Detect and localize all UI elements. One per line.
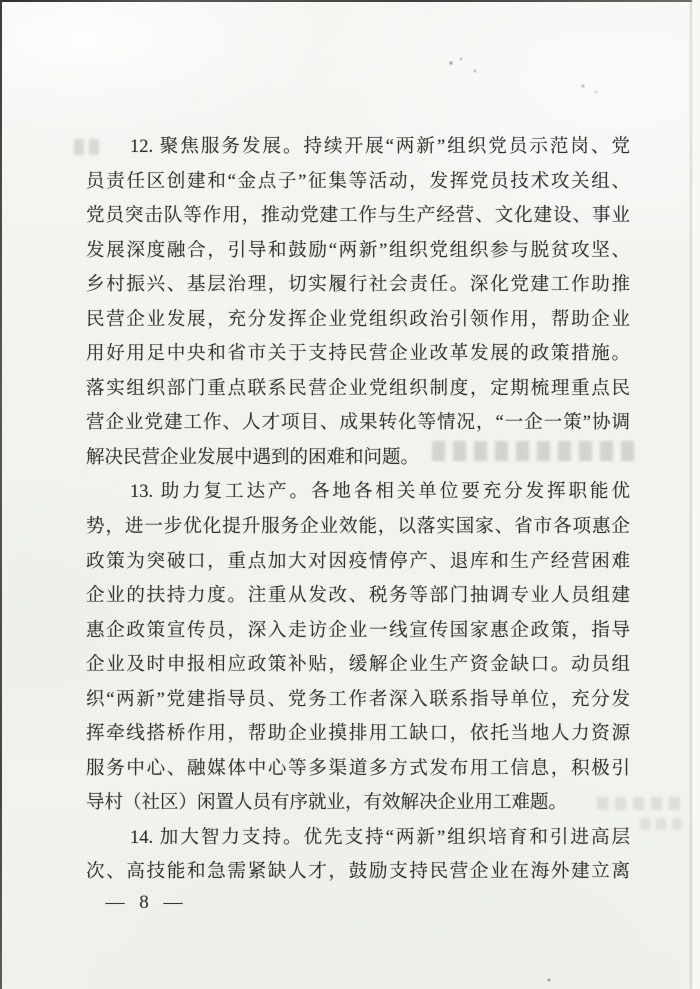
text-line: 乡村振兴、基层治理，切实履行社会责任。深化党建工作助推 — [86, 275, 630, 296]
scan-edge-right-strip — [692, 0, 700, 989]
text-line: 员责任区创建和“金点子”征集等活动，发挥党员技术攻关组、 — [86, 171, 630, 192]
scan-speck — [578, 80, 604, 98]
scan-edge-right-shadow — [690, 0, 692, 989]
paragraph-13 — [86, 475, 630, 820]
text-line: 企业的扶持力度。注重从发改、税务等部门抽调专业人员组建 — [86, 586, 630, 607]
paragraph-14 — [86, 821, 630, 890]
scan-speck — [545, 976, 555, 986]
text-line: 服务中心、融媒体中心等多渠道多方式发布用工信息，积极引 — [86, 758, 630, 779]
text-line: 14. 加大智力支持。优先支持“两新”组织培育和引进高层 — [130, 827, 630, 848]
text-line: 惠企政策宣传员，深入走访企业一线宣传国家惠企政策，指导 — [86, 620, 630, 641]
text-line: 13. 助力复工达产。各地各相关单位要充分发挥职能优 — [130, 482, 630, 503]
text-line: 营企业党建工作、人才项目、成果转化等情况，“一企一策”协调 — [86, 413, 630, 434]
text-line: 企业及时申报相应政策补贴，缓解企业生产资金缺口。动员组 — [86, 655, 630, 676]
text-line: 政策为突破口，重点加大对因疫情停产、退库和生产经营困难 — [86, 551, 630, 572]
bleedthrough-artifact — [640, 818, 686, 830]
text-line: 民营企业发展，充分发挥企业党组织政治引领作用，帮助企业 — [86, 309, 630, 330]
scan-speck — [445, 55, 485, 77]
text-line: 导村（社区）闲置人员有序就业，有效解决企业用工难题。 — [86, 793, 568, 814]
text-line: 12. 聚焦服务发展。持续开展“两新”组织党员示范岗、党 — [130, 137, 630, 157]
paragraph-12 — [86, 130, 630, 475]
text-line: 发展深度融合，引导和鼓励“两新”组织党组织参与脱贫攻坚、 — [86, 240, 630, 261]
text-line: 织“两新”党建指导员、党务工作者深入联系指导单位，充分发 — [86, 689, 630, 710]
text-line: 党员突击队等作用，推动党建工作与生产经营、文化建设、事业 — [86, 206, 630, 227]
text-line: 解决民营企业发展中遇到的困难和问题。 — [86, 447, 420, 468]
scan-edge-top — [0, 0, 700, 2]
document-body — [86, 130, 630, 890]
text-line: 用好用足中央和省市关于支持民营企业改革发展的政策措施。 — [86, 344, 630, 365]
text-line: 挥牵线搭桥作用，帮助企业摸排用工缺口，依托当地人力资源 — [86, 724, 630, 745]
text-line: 次、高技能和急需紧缺人才，鼓励支持民营企业在海外建立离 — [86, 862, 630, 883]
page-number: — 8 — — [105, 892, 183, 913]
text-line: 落实组织部门重点联系民营企业党组织制度，定期梳理重点民 — [86, 378, 630, 399]
text-line: 势，进一步优化提升服务企业效能，以落实国家、省市各项惠企 — [86, 517, 630, 538]
scan-edge-left — [0, 0, 2, 989]
